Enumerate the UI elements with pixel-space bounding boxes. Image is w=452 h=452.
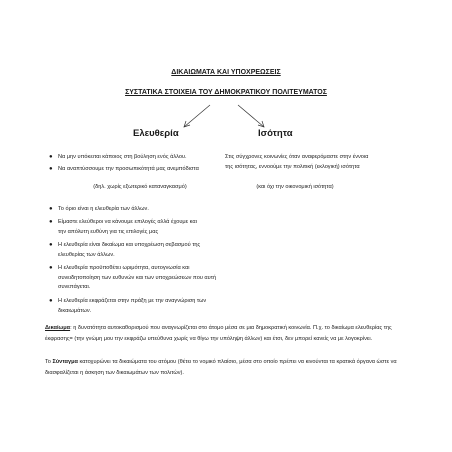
list-item: ● Η ελευθερία προϋποθέτει ωριμότητα, αυτογνωσία και συνειδητοποίηση των ευθυνών και των υποχρεώσεων που αυτή συνεπάγεται. (49, 265, 217, 290)
equality-note: (και όχι την οικονομική ισότητα) (256, 184, 334, 190)
constitution-paragraph: Το Σύνταγμα κατοχυρώνει τα δικαιώματα του ατόμου (θέτει το νομικό πλαίσιο, μέσα στο οποίο πρέπει να κινούνται τα κρατικά όργανα ώστε να διασφαλίζεται η άσκηση των δικαιωμάτων των πολιτών). (45, 359, 397, 376)
bullet-icon: ● (49, 154, 53, 160)
equality-heading: Ισότητα (258, 128, 293, 139)
equality-text: Στις σύγχρονες κοινωνίες όταν αναφερόμαστε στην έννοια της ισότητας, εννοούμε την πολιτική (εκλογική) ισότητα (225, 154, 369, 170)
constitution-term: Σύνταγμα (52, 359, 78, 365)
rights-term: Δικαίωμα (45, 325, 71, 331)
list-item: ● Να μην υπόκειται κάποιος στη βούληση ενός άλλου. (58, 153, 187, 163)
list-item: ● Η ελευθερία είναι δικαίωμα και υποχρέωση σεβασμού της ελευθερίας των άλλων. (49, 242, 201, 258)
list-item: ● Η ελευθερία εκφράζεται στην πράξη με την αναγνώριση των δικαιωμάτων. (49, 298, 207, 314)
freedom-note: (δηλ. χωρίς εξωτερικό καταναγκασμό) (93, 184, 187, 190)
bullet-icon: ● (49, 265, 53, 271)
document-subtitle: ΣΥΣΤΑΤΙΚΑ ΣΤΟΙΧΕΙΑ ΤΟΥ ΔΗΜΟΚΡΑΤΙΚΟΥ ΠΟΛΙΤΕΥΜΑΤΟΣ (125, 89, 327, 96)
rights-paragraph: Δικαίωμα: η δυνατότητα αυτοκαθορισμού που αναγνωρίζεται στο άτομο μέσα σε μια δημοκρατική κοινωνία. Π.χ. το δικαίωμα ελευθερίας της έκφρασης= (την γνώμη μου την εκφράζω υπεύθυνα χωρίς να θίγω την υπόληψη άλλων) και έτσι, δεν μπορεί κανείς να με λογοκρίνει. (45, 325, 392, 342)
bullet-icon: ● (49, 242, 53, 248)
bullet-icon: ● (49, 298, 53, 304)
list-item: ● Είμαστε ελεύθεροι να κάνουμε επιλογές αλλά έχουμε και την απόλυτη ευθύνη για τις επιλογές μας (49, 219, 197, 235)
list-item: ● Το όριο είναι η ελευθερία των άλλων. (58, 205, 149, 215)
freedom-heading: Ελευθερία (133, 128, 179, 139)
document-title: ΔΙΚΑΙΩΜΑΤΑ ΚΑΙ ΥΠΟΧΡΕΩΣΕΙΣ (171, 69, 281, 76)
arrow-to-equality (238, 105, 264, 127)
list-item: ● Να αναπτύσσουμε την προσωπικότητά μας ανεμπόδιστα (58, 165, 199, 175)
bullet-icon: ● (49, 166, 53, 172)
bullet-icon: ● (49, 206, 53, 212)
bullet-icon: ● (49, 219, 53, 225)
arrow-to-freedom (184, 105, 210, 127)
